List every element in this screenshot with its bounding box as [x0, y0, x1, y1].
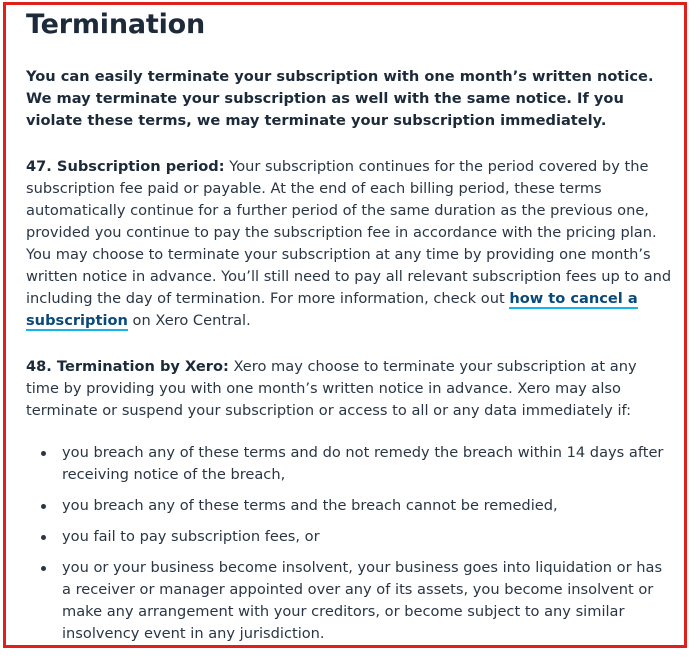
clause-48 — [26, 356, 672, 422]
terms-section — [26, 8, 672, 654]
list-item — [26, 442, 672, 486]
list-item-text: you breach any of these terms and do not remedy the breach within 14 days after receiving notice of the breach, — [62, 444, 664, 483]
list-item-text: you breach any of these terms and the breach cannot be remedied, — [62, 497, 558, 514]
list-item — [26, 495, 672, 517]
termination-conditions-list — [26, 442, 672, 645]
clause-47-body: Your subscription continues for the period covered by the subscription fee paid or payable. At the end of each billing period, these terms automatically continue for a further period of the same duration as the previous one, provided you continue to pay the subscription fee in accordance with the pricing plan. You may choose to terminate your subscription at any time by providing one month’s written notice in advance. You’ll still need to pay all relevant subscription fees up to and including the day of termination. For more information, check out — [26, 158, 672, 307]
list-item — [26, 557, 672, 645]
clause-47-tail: on Xero Central. — [127, 312, 251, 329]
bullet-icon — [41, 535, 46, 540]
clause-47 — [26, 156, 672, 332]
list-item-text: you fail to pay subscription fees, or — [62, 528, 320, 545]
summary-paragraph: You can easily terminate your subscription with one month’s written notice. We may terminate your subscription as well with the same notice. If you violate these terms, we may terminate your subscription immediately. — [26, 68, 654, 129]
clause-47-title: 47. Subscription period: — [26, 158, 225, 175]
list-item-text: you or your business become insolvent, your business goes into liquidation or has a receiver or manager appointed over any of its assets, you become insolvent or make any arrangement with your creditors, or become subject to any similar insolvency event in any jurisdiction. — [62, 559, 663, 642]
section-heading: Termination — [26, 9, 206, 40]
cancel-subscription-link[interactable]: how to cancel a subscription — [26, 290, 638, 329]
clause-48-title: 48. Termination by Xero: — [26, 358, 229, 375]
clause-48-body: Xero may choose to terminate your subscription at any time by providing you with one month’s written notice in advance. Xero may also terminate or suspend your subscription or access to all or any data immediately if: — [26, 358, 637, 419]
bullet-icon — [41, 504, 46, 509]
bullet-icon — [41, 451, 46, 456]
bullet-icon — [41, 566, 46, 571]
list-item — [26, 526, 672, 548]
